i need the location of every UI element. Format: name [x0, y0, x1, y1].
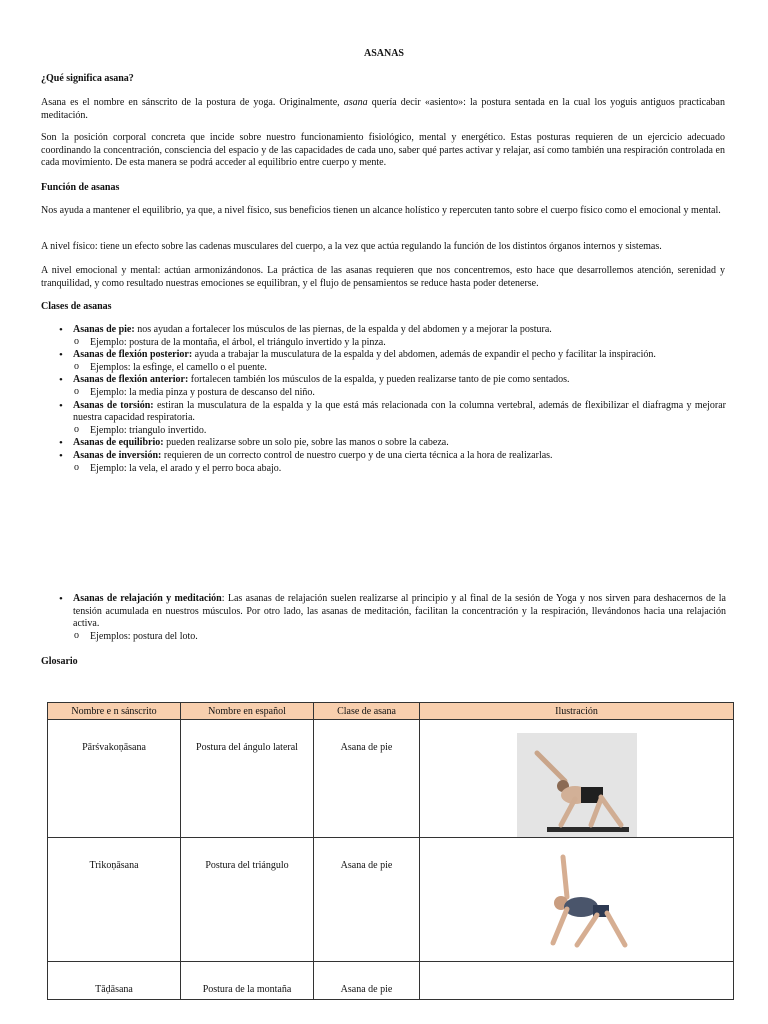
asana-relaxation-list: [56, 593, 726, 643]
paragraph-definition: Asana es el nombre en sánscrito de la postura de yoga. Originalmente, asana quería decir «asiento»: la postura sentada en la cual los yoguis antiguos practicaban meditación.: [41, 97, 725, 121]
list-item: • Asanas de flexión posterior: ayuda a trabajar la musculatura de la espalda y del abdomen, además de expandir el pecho y facilitar la inspiración.: [56, 349, 726, 362]
sanskrit-name: Tāḍāsana: [95, 984, 133, 995]
column-header: Clase de asana: [314, 703, 420, 720]
asana-class: Asana de pie: [340, 860, 393, 871]
side-angle-pose-icon: [517, 733, 637, 837]
glossary-table: [47, 702, 734, 1000]
list-item-example: o Ejemplo: triangulo invertido.: [56, 425, 726, 438]
spanish-name: Postura del triángulo: [205, 860, 289, 871]
list-item: • Asanas de inversión: requieren de un correcto control de nuestro cuerpo y de una cierta técnica a la hora de realizarlas.: [56, 450, 726, 463]
list-item-example: o Ejemplo: la media pinza y postura de descanso del niño.: [56, 387, 726, 400]
heading-glosario: Glosario: [41, 656, 78, 667]
column-header: Nombre en español: [181, 703, 314, 720]
list-item-example: o Ejemplo: la vela, el arado y el perro boca abajo.: [56, 463, 726, 476]
list-item: • Asanas de torsión: estiran la musculatura de la espalda y la que está más relacionada con la columna vertebral, además de flexibilizar el diafragma y mejorar nuestra capacidad respiratoria.: [56, 400, 726, 425]
illustration-cell: [420, 838, 733, 955]
heading-funcion: Función de asanas: [41, 182, 120, 193]
triangle-pose-icon: [517, 851, 637, 955]
paragraph-nivel-fisico: A nivel físico: tiene un efecto sobre las cadenas musculares del cuerpo, a la vez que actúa regulando la función de los distintos órganos internos y sistemas.: [41, 241, 662, 252]
paragraph-posicion: Son la posición corporal concreta que incide sobre nuestro funcionamiento fisiológico, mental y energético. Estas posturas requieren de un ejercicio adecuado coordinando la concentración, consciencia del espacio y de las capacidades de cada uno, saber qué partes activar y relajar, así como también una respiración controlada en cada movimiento. De esta manera se podrá acceder al equilibrio entre cuerpo y mente.: [41, 132, 725, 169]
list-item: • Asanas de equilibrio: pueden realizarse sobre un solo pie, sobre las manos o sobre la cabeza.: [56, 437, 726, 450]
list-item-example: o Ejemplos: la esfinge, el camello o el puente.: [56, 362, 726, 375]
side-angle-pose-photo: [517, 733, 637, 837]
table-row: [48, 838, 734, 962]
list-item: • Asanas de relajación y meditación: Las asanas de relajación suelen realizarse al principio y al final de la sesión de Yoga y nos sirven para deshacernos de la tensión acumulada en nuestros músculos. Por otro lado, las asanas de meditación, facilitan la concentración y la respiración, llevándonos hacia una relajación activa.: [56, 593, 726, 631]
paragraph-nivel-emocional: A nivel emocional y mental: actúan armonizándonos. La práctica de las asanas requieren que nos concentremos, esto hace que desarrollemos atención, serenidad y tranquilidad, y como resultado nuestras emociones se equilibran, y el flujo de pensamientos se reduce hasta poder detenerse.: [41, 265, 725, 289]
table-row: [48, 720, 734, 838]
illustration-cell: [420, 720, 733, 837]
document-title: ASANAS: [363, 48, 404, 59]
illustration-cell: [420, 962, 734, 1000]
paragraph-equilibrio: Nos ayuda a mantener el equilibrio, ya que, a nivel físico, sus beneficios tienen un alcance holístico y repercuten tanto sobre el cuerpo físico como el emocional y mental.: [41, 205, 721, 216]
column-header: Nombre e n sánscrito: [48, 703, 181, 720]
sanskrit-name: Pārśvakoṇāsana: [82, 742, 146, 753]
table-header-row: [48, 703, 734, 720]
heading-que-significa: ¿Qué significa asana?: [41, 73, 134, 84]
column-header: Ilustración: [420, 703, 734, 720]
triangle-pose-photo: [517, 851, 637, 955]
heading-clases: Clases de asanas: [41, 301, 112, 312]
list-item-example: o Ejemplos: postura del loto.: [56, 631, 726, 644]
list-item: • Asanas de flexión anterior: fortalecen también los músculos de la espalda, y pueden realizarse tanto de pie como sentados.: [56, 374, 726, 387]
table-row: [48, 962, 734, 1000]
asana-class: Asana de pie: [340, 984, 393, 995]
spanish-name: Postura del ángulo lateral: [196, 742, 298, 753]
sanskrit-name: Trikoṇāsana: [89, 860, 139, 871]
spanish-name: Postura de la montaña: [202, 984, 292, 995]
list-item: • Asanas de pie: nos ayudan a fortalecer los músculos de las piernas, de la espalda y del abdomen y a mejorar la postura.: [56, 324, 726, 337]
asana-classes-list: [56, 324, 726, 475]
list-item-example: o Ejemplo: postura de la montaña, el árbol, el triángulo invertido y la pinza.: [56, 337, 726, 350]
asana-class: Asana de pie: [340, 742, 393, 753]
